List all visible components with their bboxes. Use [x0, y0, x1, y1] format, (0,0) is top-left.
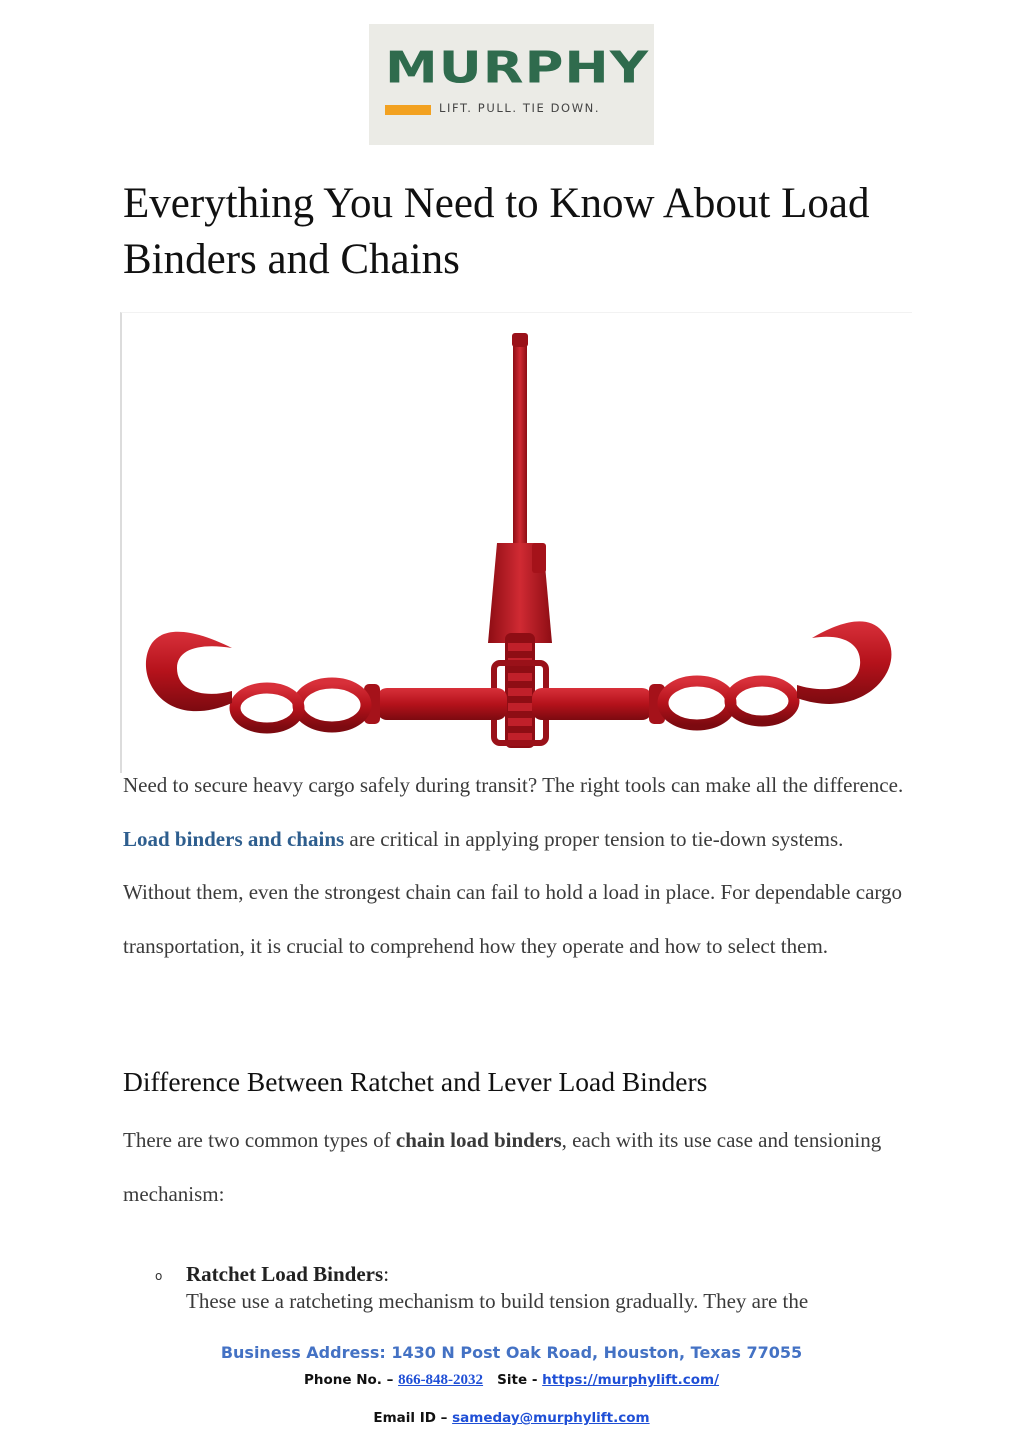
bullet-title-colon: :: [383, 1262, 390, 1286]
bullet-title: [186, 1260, 389, 1288]
site-label: Site: [497, 1372, 528, 1388]
footer-contact-line: [0, 1372, 1023, 1389]
footer-email-line: [0, 1410, 1023, 1426]
logo-brand-name: MURPHY: [385, 43, 650, 94]
section-paragraph: [123, 1114, 913, 1221]
footer-address: Business Address: 1430 N Post Oak Road, Houston, Texas 77055: [220, 1343, 803, 1362]
bullet-text: These use a ratcheting mechanism to build tension gradually. They are the: [186, 1289, 809, 1313]
load-binders-link[interactable]: Load binders and chains: [123, 826, 345, 851]
phone-link[interactable]: 866-848-2032: [398, 1372, 484, 1388]
section-text-end: , each with its use case and tensioning mechanism:: [123, 1128, 882, 1206]
logo-accent-bar: [385, 105, 431, 115]
email-link[interactable]: sameday@murphylift.com: [452, 1410, 650, 1426]
logo-tagline: LIFT. PULL. TIE DOWN.: [439, 101, 601, 115]
section-heading: Difference Between Ratchet and Lever Load Binders: [123, 1066, 708, 1097]
site-separator: -: [527, 1372, 543, 1388]
murphy-logo: [369, 24, 654, 145]
intro-text-start: Need to secure heavy cargo safely during transit? The right tools can make all the difference.: [123, 773, 904, 797]
phone-label: Phone No: [303, 1372, 377, 1388]
section-text-start: There are two common types of: [123, 1128, 396, 1152]
intro-text-end: are critical in applying proper tension to tie-down systems. Without them, even the strongest chain can fail to hold a load in place. For dependable cargo transportation, it is crucial to comprehend how they operate and how to select them.: [123, 826, 903, 958]
site-link[interactable]: https://murphylift.com/: [542, 1372, 720, 1388]
hero-image: [120, 312, 912, 773]
phone-separator: . –: [376, 1372, 399, 1388]
chain-load-binders-term: chain load binders: [395, 1128, 562, 1152]
email-label: Email ID –: [373, 1410, 453, 1426]
bullet-marker: o: [155, 1269, 163, 1283]
bullet-title-text: Ratchet Load Binders: [186, 1262, 384, 1286]
intro-paragraph: [123, 759, 913, 973]
page-title: Everything You Need to Know About Load Binders and Chains: [123, 180, 870, 283]
ratchet-load-binder-image: [122, 313, 912, 773]
